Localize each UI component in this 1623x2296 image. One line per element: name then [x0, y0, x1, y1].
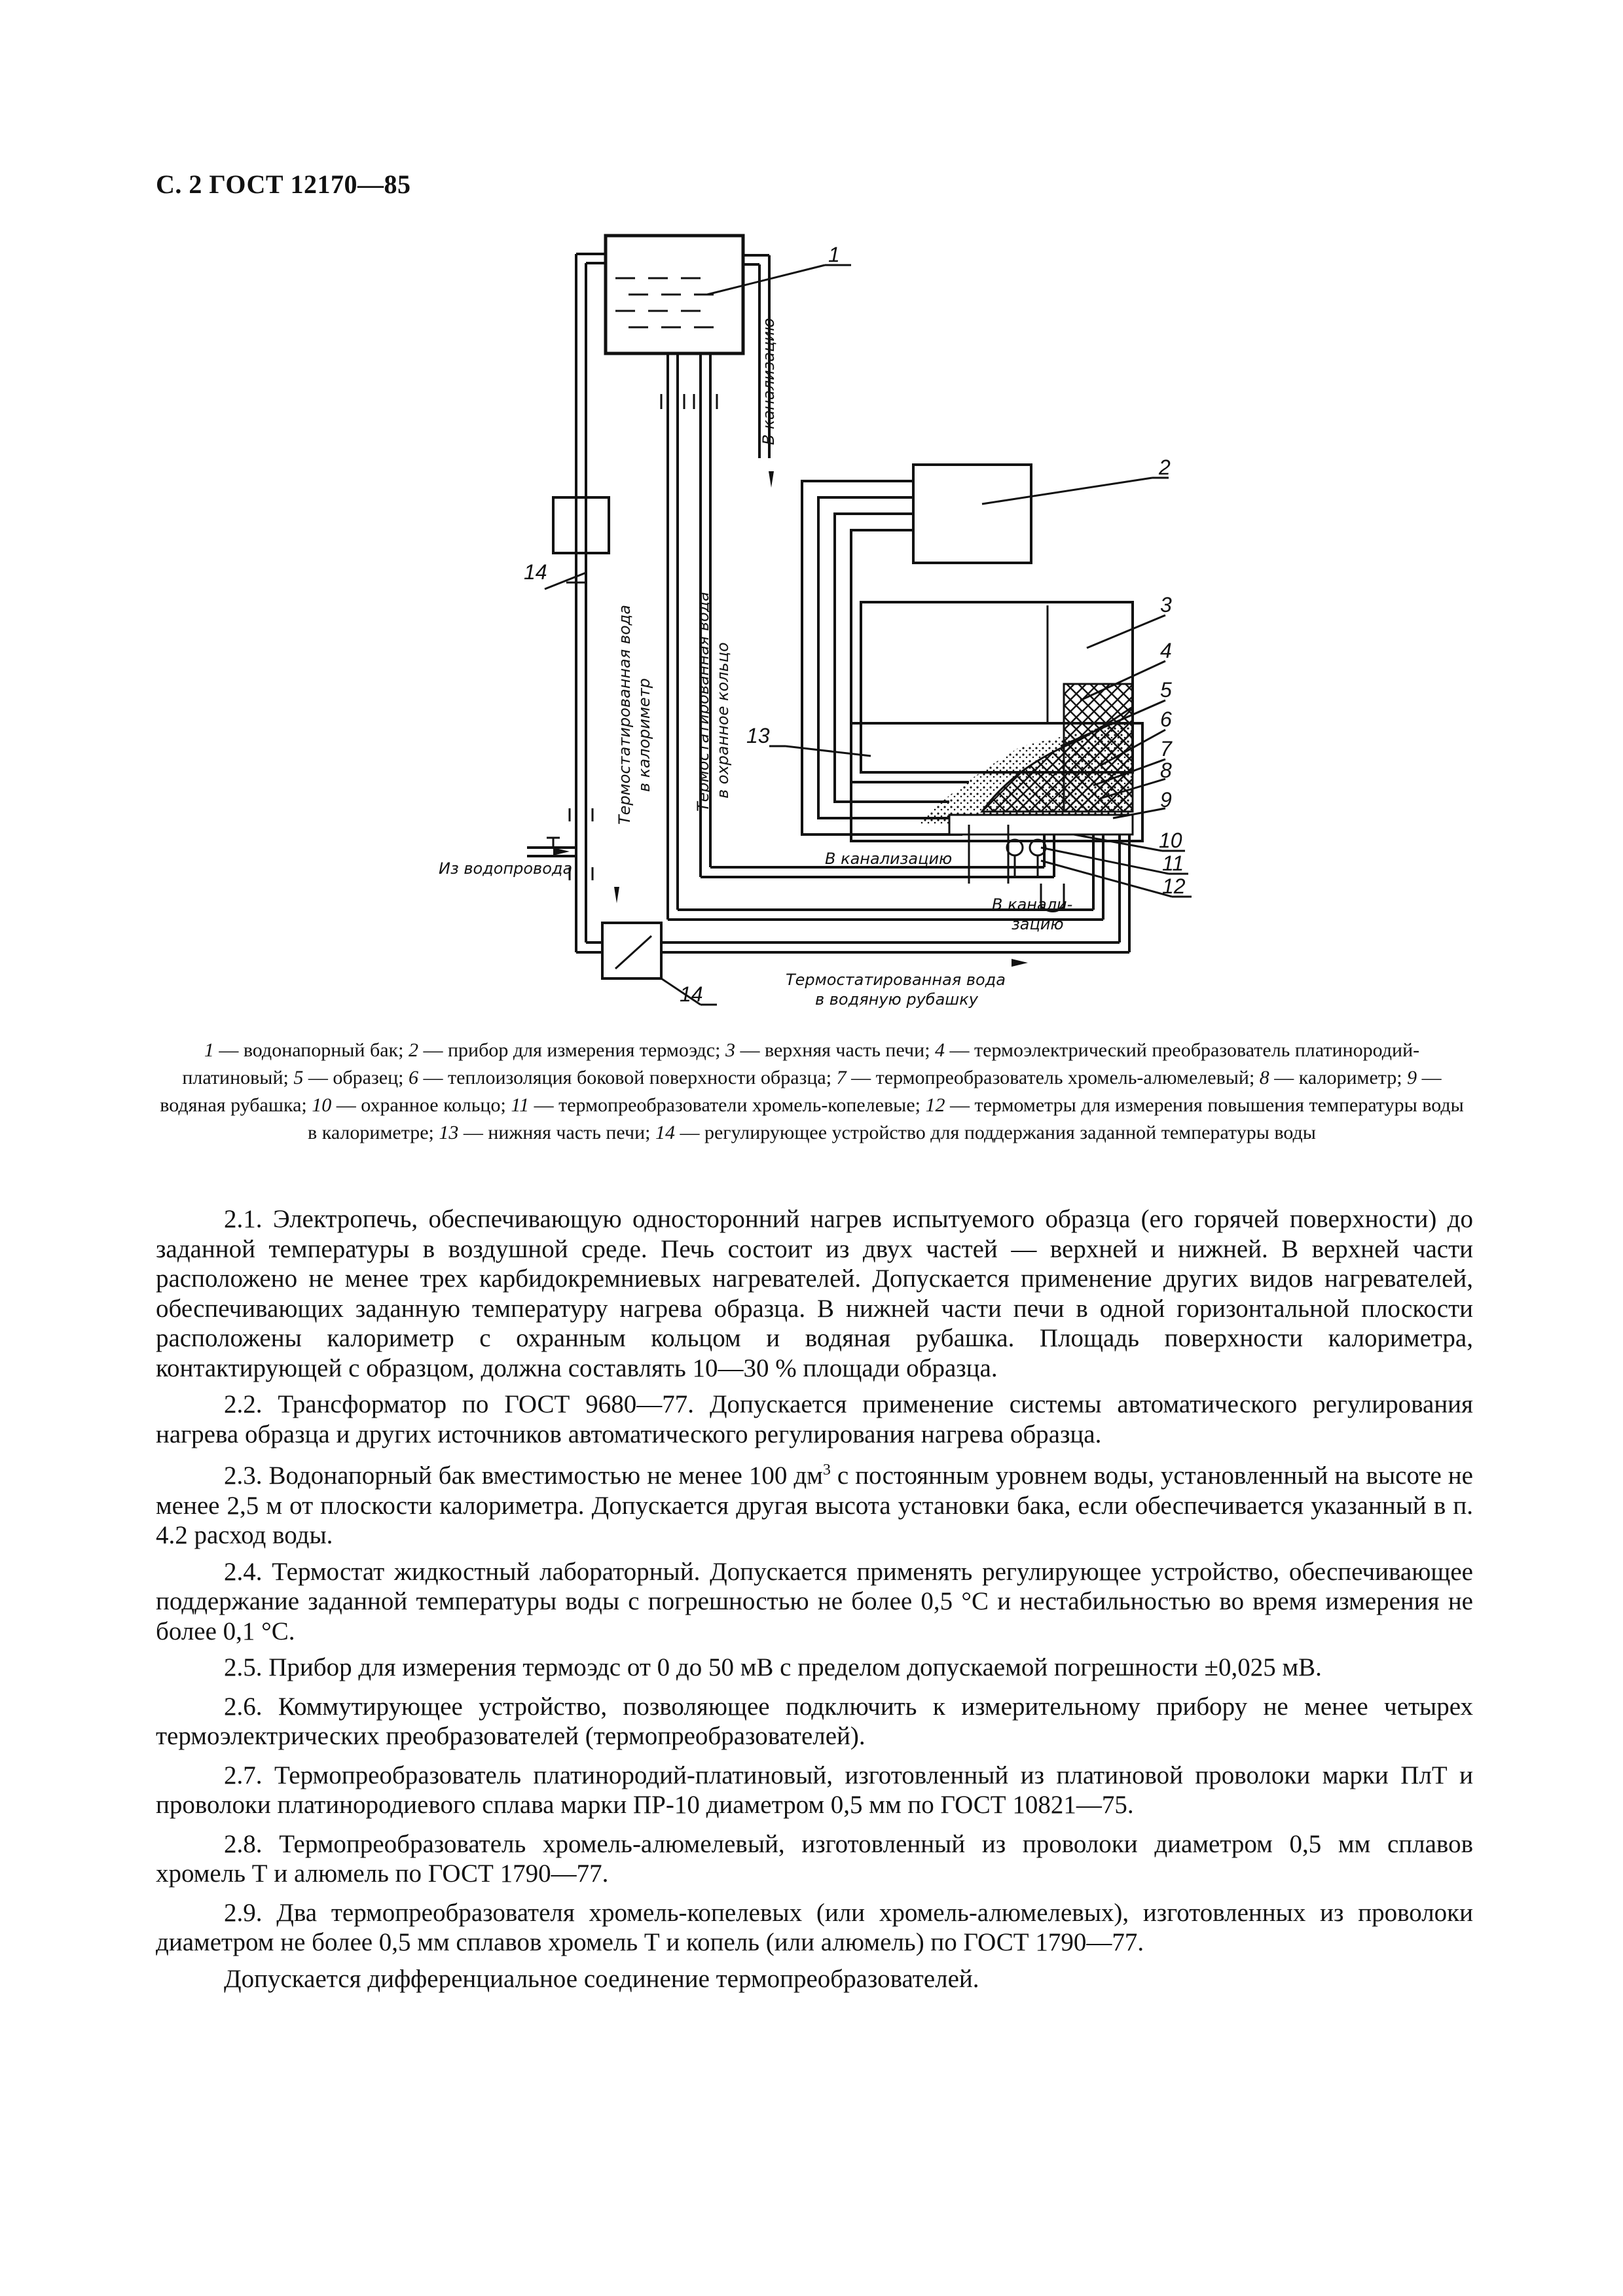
- body-text: [156, 1204, 1473, 1994]
- num-5: 5: [1160, 678, 1172, 702]
- paragraph-2-5: 2.5. Прибор для измерения термоэдс от 0 до 50 мВ с пределом допускаемой погрешности ±0,025 мВ.: [224, 1653, 1322, 1681]
- caption-item-number: 14: [655, 1122, 675, 1143]
- caption-item-number: 13: [439, 1122, 459, 1143]
- caption-item-number: 9: [1407, 1067, 1417, 1088]
- label-water-ring-2: в охранное кольцо: [714, 642, 732, 798]
- caption-item-text: — верхняя часть печи;: [735, 1039, 936, 1061]
- label-sewer-mid: В канализацию: [825, 850, 953, 868]
- caption-item-text: — термопреобразователи хромель-копелевые;: [529, 1094, 926, 1116]
- label-sewer-right-2: зацию: [1012, 915, 1064, 933]
- p23-part-a: 2.3. Водонапорный бак вместимостью не менее 100 дм: [224, 1462, 823, 1490]
- regulator-14-top: [553, 497, 609, 553]
- label-sewer-right-1: В канали-: [992, 895, 1073, 914]
- label-water-ring-1: Термостатированная вода: [694, 592, 712, 812]
- label-from-water-supply: Из водопровода: [439, 859, 573, 878]
- num-12: 12: [1162, 874, 1186, 898]
- label-water-calorimeter-1: Термостатированная вода: [615, 605, 634, 825]
- num-2: 2: [1159, 456, 1171, 479]
- paragraph-last: Допускается дифференциальное соединение термопреобразователей.: [224, 1964, 979, 1993]
- label-water-calorimeter-2: в калориметр: [635, 678, 653, 792]
- caption-item-number: 4: [935, 1039, 945, 1061]
- label-jacket-2: в водяную рубашку: [815, 990, 978, 1009]
- caption-item-number: 8: [1259, 1067, 1269, 1088]
- caption-item-text: — охранное кольцо;: [331, 1094, 511, 1116]
- apparatus-diagram: [393, 223, 1257, 1021]
- caption-item-text: — теплоизоляция боковой поверхности образца;: [418, 1067, 837, 1088]
- paragraph-2-1: 2.1. Электропечь, обеспечивающую односторонний нагрев испытуемого образца (его горячей поверхности) до заданной температуры в воздушной среде. Печь состоит из двух частей — верхней и нижней. В верхней части расположено не менее трех карбидокремниевых нагревателей. Допускается применение других видов нагревателей, обеспечивающих заданную температуру нагрева образца. В нижней части печи в одной горизонтальной плоскости расположены калориметр с охранным кольцом и водяная рубашка. Площадь поверхности калориметра, контактирующей с образцом, должна составлять 10—30 % площади образца.: [156, 1205, 1473, 1382]
- caption-item-text: — термометры для измерения повышения температуры воды в калориметре;: [308, 1094, 1464, 1143]
- caption-item-text: — регулирующее устройство для поддержания заданной температуры воды: [674, 1122, 1316, 1143]
- caption-item-number: 12: [925, 1094, 945, 1116]
- num-11: 11: [1162, 852, 1184, 875]
- num-1: 1: [828, 243, 840, 266]
- num-14-bottom: 14: [680, 982, 703, 1006]
- caption-item-text: — калориметр;: [1269, 1067, 1408, 1088]
- num-8: 8: [1160, 759, 1172, 782]
- paragraph-2-4: 2.4. Термостат жидкостный лабораторный. Допускается применять регулирующее устройство, обеспечивающее поддержание заданной температуры воды с погрешностью не более 0,5 °С и нестабильностью во время измерения не более 0,1 °С.: [156, 1557, 1473, 1645]
- caption-item-number: 5: [293, 1067, 304, 1088]
- caption-item-number: 3: [725, 1039, 735, 1061]
- caption-item-text: — образец;: [303, 1067, 409, 1088]
- num-10: 10: [1159, 829, 1182, 852]
- caption-item-text: — термоэлектрический преобразователь платинородий-платиновый;: [182, 1039, 1420, 1088]
- num-4: 4: [1160, 639, 1172, 662]
- caption-item-text: — водонапорный бак;: [213, 1039, 409, 1061]
- caption-item-number: 7: [836, 1067, 847, 1088]
- p23-part-b: с постоянным уровнем воды, установленный на высоте не менее 2,5 м от плоскости калориметра. Допускается другая высота установки бака, если обеспечивается указанный в п. 4.2 расход воды.: [156, 1462, 1473, 1549]
- paragraph-2-2: 2.2. Трансформатор по ГОСТ 9680—77. Допускается применение системы автоматического регулирования нагрева образца и других источников автоматического регулирования нагрева образца.: [156, 1390, 1473, 1448]
- emf-instrument-2: [913, 465, 1031, 563]
- num-14-top: 14: [524, 560, 547, 584]
- num-13: 13: [746, 724, 770, 747]
- caption-item-text: — водяная рубашка;: [160, 1067, 1442, 1116]
- caption-item-number: 10: [312, 1094, 332, 1116]
- num-6: 6: [1160, 708, 1172, 731]
- caption-item-text: — нижняя часть печи;: [458, 1122, 655, 1143]
- label-jacket-1: Термостатированная вода: [786, 971, 1006, 989]
- label-sewer-top: В канализацию: [759, 317, 778, 445]
- paragraph-2-9: 2.9. Два термопреобразователя хромель-копелевых (или хромель-алюмелевых), изготовленных из проволоки диаметром не более 0,5 мм сплавов хромель Т и копель (или алюмель) по ГОСТ 1790—77.: [156, 1898, 1473, 1956]
- caption-item-text: — термопреобразователь хромель-алюмелевый;: [846, 1067, 1260, 1088]
- regulator-14-bottom: [602, 923, 661, 978]
- page-header: С. 2 ГОСТ 12170—85: [156, 170, 411, 199]
- figure-caption: [156, 1037, 1468, 1147]
- paragraph-2-8: 2.8. Термопреобразователь хромель-алюмелевый, изготовленный из проволоки диаметром 0,5 мм сплавов хромель Т и алюмель по ГОСТ 1790—77.: [156, 1829, 1473, 1888]
- num-9: 9: [1160, 788, 1172, 812]
- num-3: 3: [1160, 593, 1172, 617]
- caption-item-number: 1: [204, 1039, 214, 1061]
- num-7: 7: [1160, 737, 1172, 761]
- caption-item-number: 6: [409, 1067, 418, 1088]
- caption-item-text: — прибор для измерения термоэдс;: [418, 1039, 725, 1061]
- caption-items: [160, 1039, 1464, 1143]
- paragraph-2-3: [156, 1456, 1473, 1551]
- paragraph-2-7: 2.7. Термопреобразователь платинородий-платиновый, изготовленный из платиновой проволоки марки ПлТ и проволоки платинородиевого сплава марки ПР-10 диаметром 0,5 мм по ГОСТ 10821—75.: [156, 1761, 1473, 1819]
- caption-item-number: 2: [408, 1039, 418, 1061]
- caption-item-number: 11: [511, 1094, 530, 1116]
- p23-sup: 3: [822, 1462, 831, 1479]
- paragraph-2-6: 2.6. Коммутирующее устройство, позволяющее подключить к измерительному прибору не менее четырех термоэлектрических преобразователей (термопреобразователей).: [156, 1692, 1473, 1750]
